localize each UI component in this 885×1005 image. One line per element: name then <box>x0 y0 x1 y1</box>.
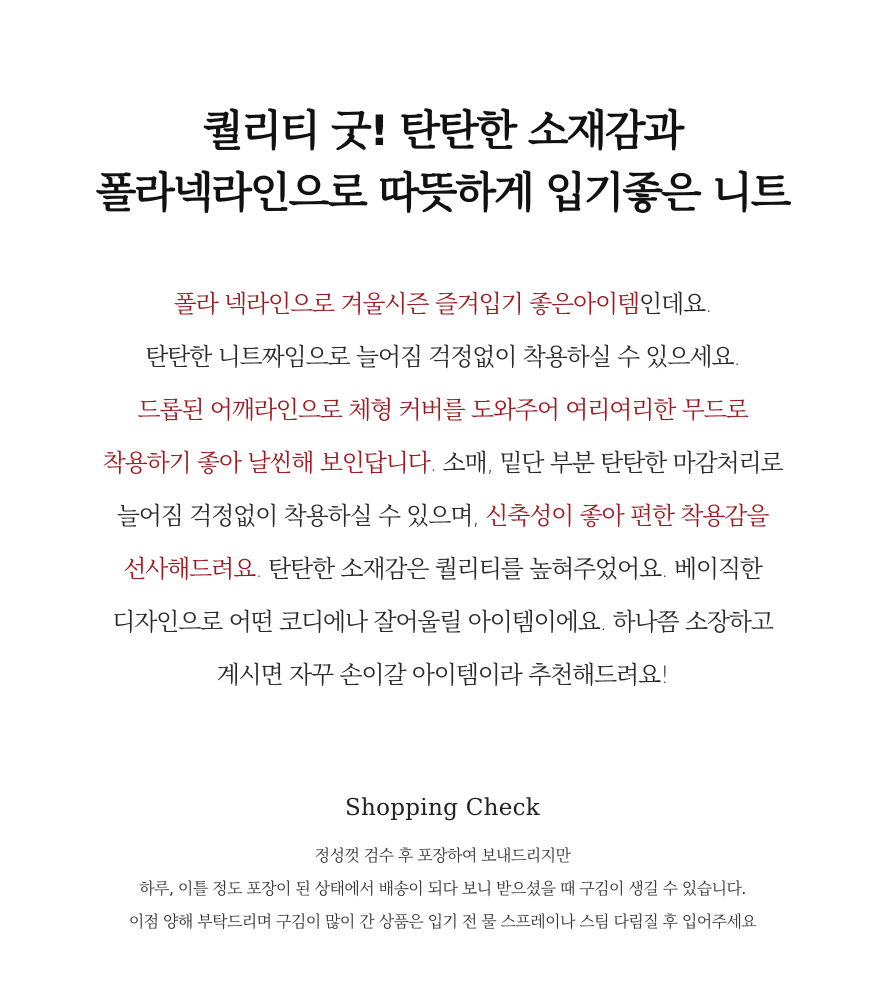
shopping-check-note: 정성껏 검수 후 포장하여 보내드리지만 <box>314 846 571 865</box>
product-description <box>0 278 885 702</box>
description-highlight: 신축성이 좋아 편한 착용감을 <box>485 502 769 530</box>
description-line <box>0 649 885 702</box>
description-line <box>0 543 885 596</box>
product-headline <box>0 100 885 224</box>
description-text: 소매, 밑단 부분 탄탄한 마감처리로 <box>436 449 783 477</box>
description-line <box>0 437 885 490</box>
description-highlight: 드롭된 어깨라인으로 체형 커버를 도와주어 여리여리한 무드로 <box>137 396 748 424</box>
description-line <box>0 596 885 649</box>
description-highlight: 선사해드려요. <box>123 555 262 583</box>
description-line <box>0 384 885 437</box>
description-text: 계시면 자꾸 손이갈 아이템이라 추천해드려요! <box>216 661 669 689</box>
headline-line-2: 폴라넥라인으로 따뜻하게 입기좋은 니트 <box>95 168 790 218</box>
description-line <box>0 490 885 543</box>
description-highlight: 착용하기 좋아 날씬해 보인답니다. <box>102 449 437 477</box>
description-highlight: 폴라 넥라인으로 겨울시즌 즐겨입기 좋은아이템 <box>173 290 639 318</box>
description-line <box>0 278 885 331</box>
shopping-check-title: Shopping Check <box>344 795 541 821</box>
description-text: 늘어짐 걱정없이 착용하실 수 있으며, <box>116 502 486 530</box>
description-text: 탄탄한 니트짜임으로 늘어짐 걱정없이 착용하실 수 있으세요. <box>145 343 740 371</box>
description-text: 인데요. <box>639 290 712 318</box>
shopping-check-notes <box>0 839 885 938</box>
description-text: 탄탄한 소재감은 퀄리티를 높혀주었어요. 베이직한 <box>261 555 762 583</box>
shopping-check-note: 이점 양해 부탁드리며 구김이 많이 간 상품은 입기 전 물 스프레이나 스팀 다림질 후 입어주세요 <box>128 912 757 931</box>
shopping-check-note: 하루, 이틀 정도 포장이 된 상태에서 배송이 되다 보니 받으셨을 때 구김이 생길 수 있습니다. <box>139 879 746 898</box>
description-line <box>0 331 885 384</box>
headline-line-1: 퀄리티 굿! 탄탄한 소재감과 <box>202 106 683 156</box>
description-text: 디자인으로 어떤 코디에나 잘어울릴 아이템이에요. 하나쯤 소장하고 <box>112 608 773 636</box>
